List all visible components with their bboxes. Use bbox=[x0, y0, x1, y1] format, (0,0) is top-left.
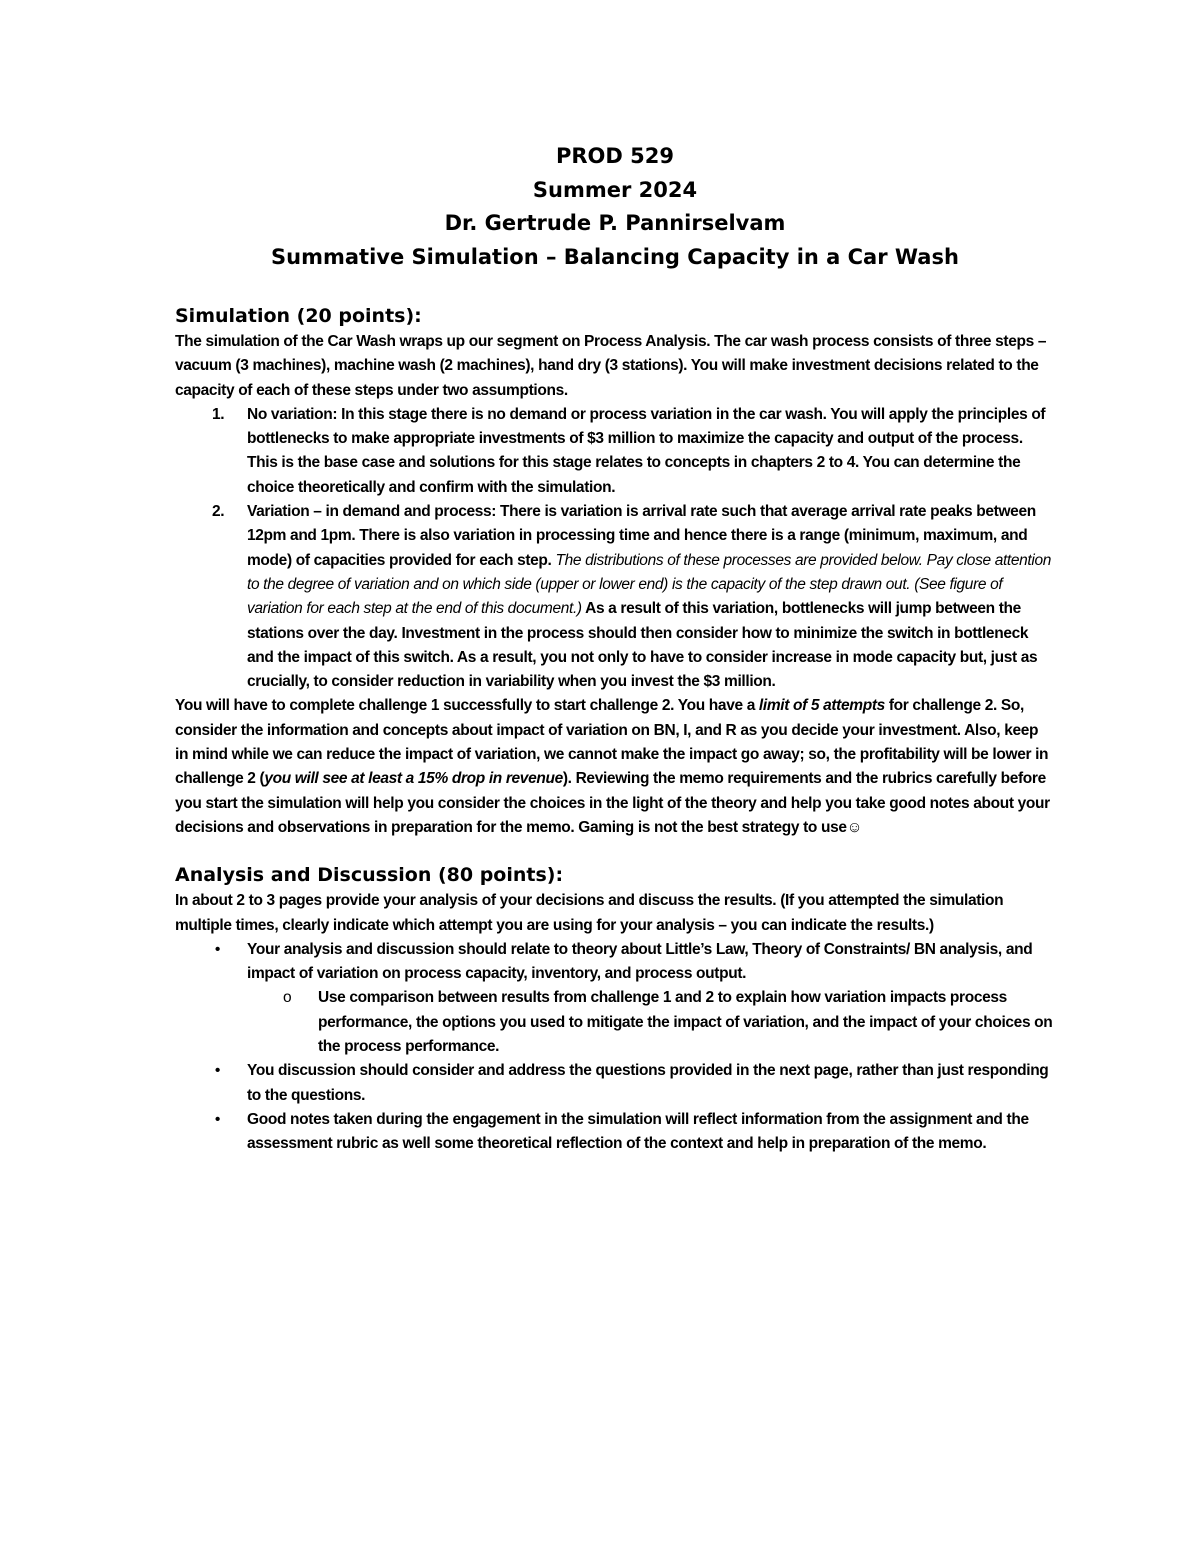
course-code: PROD 529 bbox=[556, 144, 674, 168]
bullet-text: You discussion should consider and address the questions provided in the next page, rather than just responding to the questions. bbox=[247, 1062, 1049, 1104]
instructor-name: Dr. Gertrude P. Pannirselvam bbox=[444, 211, 786, 235]
analysis-heading: Analysis and Discussion (80 points): bbox=[175, 864, 564, 887]
attempt-limit-emphasis: limit of 5 attempts bbox=[758, 697, 885, 715]
list-text-part-b: As a result of this variation, bottlenecks will jump between the stations over the day. Investment in the process should then consider how to minimize the switch in bottleneck and the impact of this switch. As a result, you not only to have to consider increase in mode capacity but, just as crucially, to consider reduction in variability when you invest the $3 million. bbox=[247, 600, 1038, 691]
list-text-part-a: Variation – in demand and process: There is variation is arrival rate such that average arrival rate peaks between 12pm and 1pm. There is also variation in processing time and hence there is a range (minimum, maximum, and mode) of capacities provided for each step. bbox=[247, 503, 1036, 569]
bullet-item-questions bbox=[175, 1059, 1055, 1108]
bullet-item-theory bbox=[175, 938, 1055, 987]
title-block bbox=[175, 140, 1055, 274]
list-item-no-variation bbox=[175, 403, 1055, 500]
list-number: 2. bbox=[212, 503, 225, 521]
document-title: Summative Simulation – Balancing Capacity in a Car Wash bbox=[271, 244, 959, 269]
term: Summer 2024 bbox=[532, 177, 698, 202]
closing-text-c: ). Reviewing the memo requirements and the rubrics carefully before you start the simulation will help you consider the choices in the light of the theory and help you take good notes about your decisions and observations in preparation for the memo. Gaming is not the best strategy to use☺ bbox=[175, 770, 1050, 836]
simulation-heading: Simulation (20 points): bbox=[175, 305, 422, 327]
simulation-intro: The simulation of the Car Wash wraps up our segment on Process Analysis. The car wash process consists of three steps – vacuum (3 machines), machine wash (2 machines), hand dry (3 stations). You will make investment decisions related to the capacity of each of these steps under two assumptions. bbox=[175, 333, 1047, 399]
document-page bbox=[175, 140, 1055, 1157]
closing-text-b: for challenge 2. So, consider the information and concepts about impact of variation on BN, I, and R as you decide your investment. Also, keep in mind while we can reduce the impact of variation, we cannot make the impact go away; so, the profitability will be lower in challenge 2 ( bbox=[175, 697, 1049, 788]
list-text-italic: The distributions of these processes are provided below. Pay close attention to the degree of variation and on which side (upper or lower end) is the capacity of the step drawn out. (See figure of variation for each step at the end of this document.) bbox=[247, 551, 1052, 618]
sub-bullet-item-comparison bbox=[175, 986, 1055, 1059]
bullet-item-notes bbox=[175, 1108, 1055, 1157]
closing-text-a: You will have to complete challenge 1 successfully to start challenge 2. You have a bbox=[175, 697, 759, 715]
bullet-text: Good notes taken during the engagement in the simulation will reflect information from the assignment and the assessment rubric as well some theoretical reflection of the context and help in preparation of the memo. bbox=[247, 1110, 1029, 1153]
analysis-intro: In about 2 to 3 pages provide your analysis of your decisions and discuss the results. (If you attempted the simulation multiple times, clearly indicate which attempt you are using for your analysis – you can indicate the results.) bbox=[175, 892, 1004, 934]
bullet-text: Your analysis and discussion should relate to theory about Little’s Law, Theory of Constraints/ BN analysis, and impact of variation on process capacity, inventory, and process output. bbox=[247, 940, 1033, 983]
bullet-icon: • bbox=[215, 940, 220, 958]
simulation-closing bbox=[175, 694, 1055, 840]
list-item-variation bbox=[175, 500, 1055, 694]
revenue-drop-emphasis: you will see at least a 15% drop in revenue bbox=[264, 770, 563, 788]
sub-bullet-text: Use comparison between results from challenge 1 and 2 to explain how variation impacts process performance, the options you used to mitigate the impact of variation, and the impact of your choices on the process performance. bbox=[318, 989, 1053, 1056]
sub-bullet-icon: o bbox=[283, 989, 292, 1007]
bullet-icon: • bbox=[215, 1062, 220, 1080]
bullet-icon: • bbox=[215, 1110, 220, 1128]
list-number: 1. bbox=[212, 405, 225, 423]
list-text: No variation: In this stage there is no demand or process variation in the car wash. You will apply the principles of bottlenecks to make appropriate investments of $3 million to maximize the capacity and output of the process. This is the base case and solutions for this stage relates to concepts in chapters 2 to 4. You can determine the choice theoretically and confirm with the simulation. bbox=[247, 405, 1046, 496]
